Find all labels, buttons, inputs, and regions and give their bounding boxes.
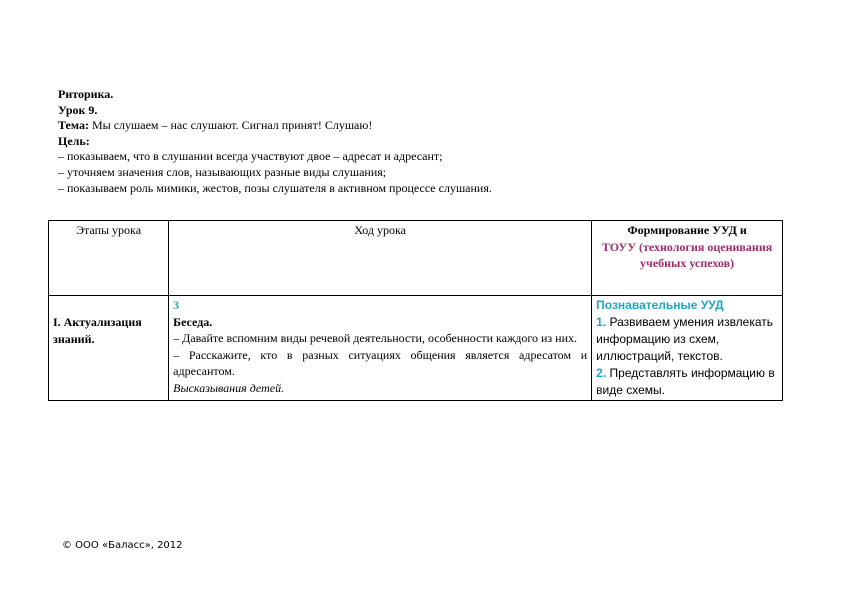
stage-cell: I. Актуализация знаний. — [49, 296, 169, 401]
header-toou-label: ТОУУ (технология оценивания учебных успехов) — [601, 239, 773, 270]
goal-label: Цель: — [58, 133, 90, 148]
uud-item-2-text: Представлять информацию в виде схемы. — [596, 366, 775, 397]
uud-cell — [592, 296, 783, 401]
uud-item-1-text: Развиваем умения извлекать информацию из схем, иллюстраций, текстов. — [596, 315, 774, 363]
uud-item-2 — [596, 365, 778, 399]
lesson-header — [58, 87, 798, 196]
topic-label: Тема: — [58, 118, 89, 133]
question-2: – Расскажите, кто в разных ситуациях общения является адресатом и адресантом. — [173, 347, 588, 378]
uud-item-2-number: 2. — [596, 366, 607, 380]
goal-item: – уточняем значения слов, называющих разные виды слушания; — [58, 164, 387, 179]
header-uud — [592, 221, 783, 296]
uud-item-1-number: 1. — [596, 315, 607, 329]
goal-item: – показываем роль мимики, жестов, позы слушателя в активном процессе слушания. — [58, 180, 492, 195]
lesson-number: Урок 9. — [58, 102, 98, 117]
question-1: – Давайте вспомним виды речевой деятельности, особенности каждого из них. — [173, 331, 578, 345]
children-answers: Высказывания детей. — [173, 380, 285, 395]
header-stages: Этапы урока — [49, 221, 169, 296]
lesson-plan-table — [48, 220, 783, 401]
topic-line — [58, 118, 798, 134]
uud-title: Познавательные УУД — [596, 298, 724, 312]
slide-number: 3 — [173, 298, 180, 312]
uud-item-1 — [596, 314, 778, 365]
header-course: Ход урока — [169, 221, 592, 296]
activity-title: Беседа. — [173, 314, 213, 329]
topic-text: Мы слушаем – нас слушают. Сигнал принят! Слушаю! — [88, 118, 373, 133]
goal-item: – показываем, что в слушании всегда участвуют двое – адресат и адресант; — [58, 149, 443, 164]
copyright-footer: © ООО «Баласс», 2012 — [62, 540, 183, 551]
table-row — [49, 296, 783, 401]
course-cell — [169, 296, 592, 401]
subject-title: Риторика. — [58, 87, 114, 101]
header-uud-label: Формирование УУД и — [627, 223, 747, 237]
table-header-row — [49, 221, 783, 296]
